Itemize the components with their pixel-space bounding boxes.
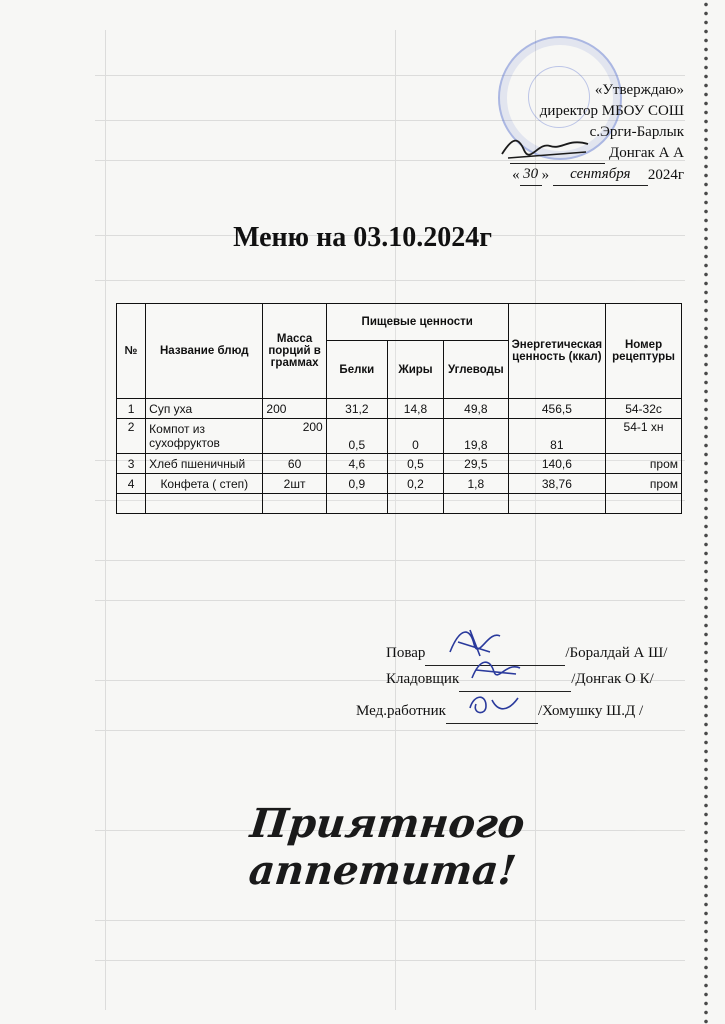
- row-carbs: 29,5: [444, 454, 509, 474]
- approval-year: 2024г: [647, 167, 684, 183]
- approval-heading: «Утверждаю»: [594, 82, 684, 98]
- row-mass: 200: [263, 399, 326, 419]
- row-mass: 2шт: [263, 474, 326, 494]
- row-name: Конфета ( степ): [146, 474, 263, 494]
- row-num: 4: [117, 474, 146, 494]
- col-name-header: Название блюд: [146, 304, 263, 399]
- row-energy: 81: [508, 419, 605, 454]
- medic-label: Мед.работник: [356, 703, 446, 719]
- cook-name: /Боралдай А Ш/: [565, 645, 668, 661]
- col-energy-header: Энергетическая ценность (ккал): [508, 304, 605, 399]
- row-fat: 0,2: [387, 474, 443, 494]
- row-recipe: пром: [606, 454, 682, 474]
- approval-location: с.Эрги-Барлык: [589, 124, 684, 140]
- row-num: 3: [117, 454, 146, 474]
- row-num: 1: [117, 399, 146, 419]
- row-name: Суп уха: [146, 399, 263, 419]
- col-mass-header: Масса порций в граммах: [263, 304, 326, 399]
- col-protein-header: Белки: [326, 341, 387, 399]
- storekeeper-signature: [466, 652, 526, 686]
- page-title: Меню на 03.10.2024г: [233, 222, 492, 253]
- approval-signer: Донгак А А: [608, 145, 684, 161]
- row-name: Хлеб пшеничный: [146, 454, 263, 474]
- approval-date: « 30 » сентября 2024г: [510, 164, 684, 186]
- closing-wish: Приятного аппетита!: [246, 800, 527, 894]
- row-carbs: 19,8: [444, 419, 509, 454]
- row-energy: 140,6: [508, 454, 605, 474]
- row-energy: 38,76: [508, 474, 605, 494]
- medic-signature: [464, 690, 524, 718]
- row-carbs: 1,8: [444, 474, 509, 494]
- table-row: [117, 419, 682, 454]
- approval-day: 30: [520, 164, 542, 186]
- row-fat: 0: [387, 419, 443, 454]
- medic-name: /Хомушку Ш.Д /: [537, 703, 644, 719]
- row-num: 2: [117, 419, 146, 454]
- storekeeper-label: Кладовщик: [386, 671, 460, 687]
- row-mass: 200: [263, 419, 326, 454]
- col-carbs-header: Углеводы: [444, 341, 509, 399]
- menu-table: [116, 303, 682, 514]
- row-mass: 60: [263, 454, 326, 474]
- row-recipe: 54-1 хн: [606, 419, 682, 454]
- table-row-empty: [117, 494, 682, 514]
- row-fat: 0,5: [387, 454, 443, 474]
- table-row: [117, 474, 682, 494]
- row-protein: 31,2: [326, 399, 387, 419]
- col-num-header: №: [117, 304, 146, 399]
- approval-month: сентября: [553, 164, 648, 186]
- row-recipe: 54-32с: [606, 399, 682, 419]
- storekeeper-name: /Донгак О К/: [571, 671, 654, 687]
- row-name: Компот из сухофруктов: [146, 419, 263, 454]
- table-row: [117, 399, 682, 419]
- col-nutrition-header: Пищевые ценности: [326, 304, 508, 341]
- row-fat: 14,8: [387, 399, 443, 419]
- director-signature: [498, 132, 593, 162]
- cook-signature-row: [386, 640, 667, 666]
- row-recipe: пром: [606, 474, 682, 494]
- cook-label: Повар: [386, 645, 426, 661]
- row-protein: 4,6: [326, 454, 387, 474]
- perforated-edge: [701, 0, 711, 1024]
- table-row: [117, 454, 682, 474]
- row-energy: 456,5: [508, 399, 605, 419]
- col-recipe-header: Номер рецептуры: [606, 304, 682, 399]
- row-carbs: 49,8: [444, 399, 509, 419]
- approval-position: директор МБОУ СОШ: [539, 103, 684, 119]
- col-fat-header: Жиры: [387, 341, 443, 399]
- row-protein: 0,5: [326, 419, 387, 454]
- row-protein: 0,9: [326, 474, 387, 494]
